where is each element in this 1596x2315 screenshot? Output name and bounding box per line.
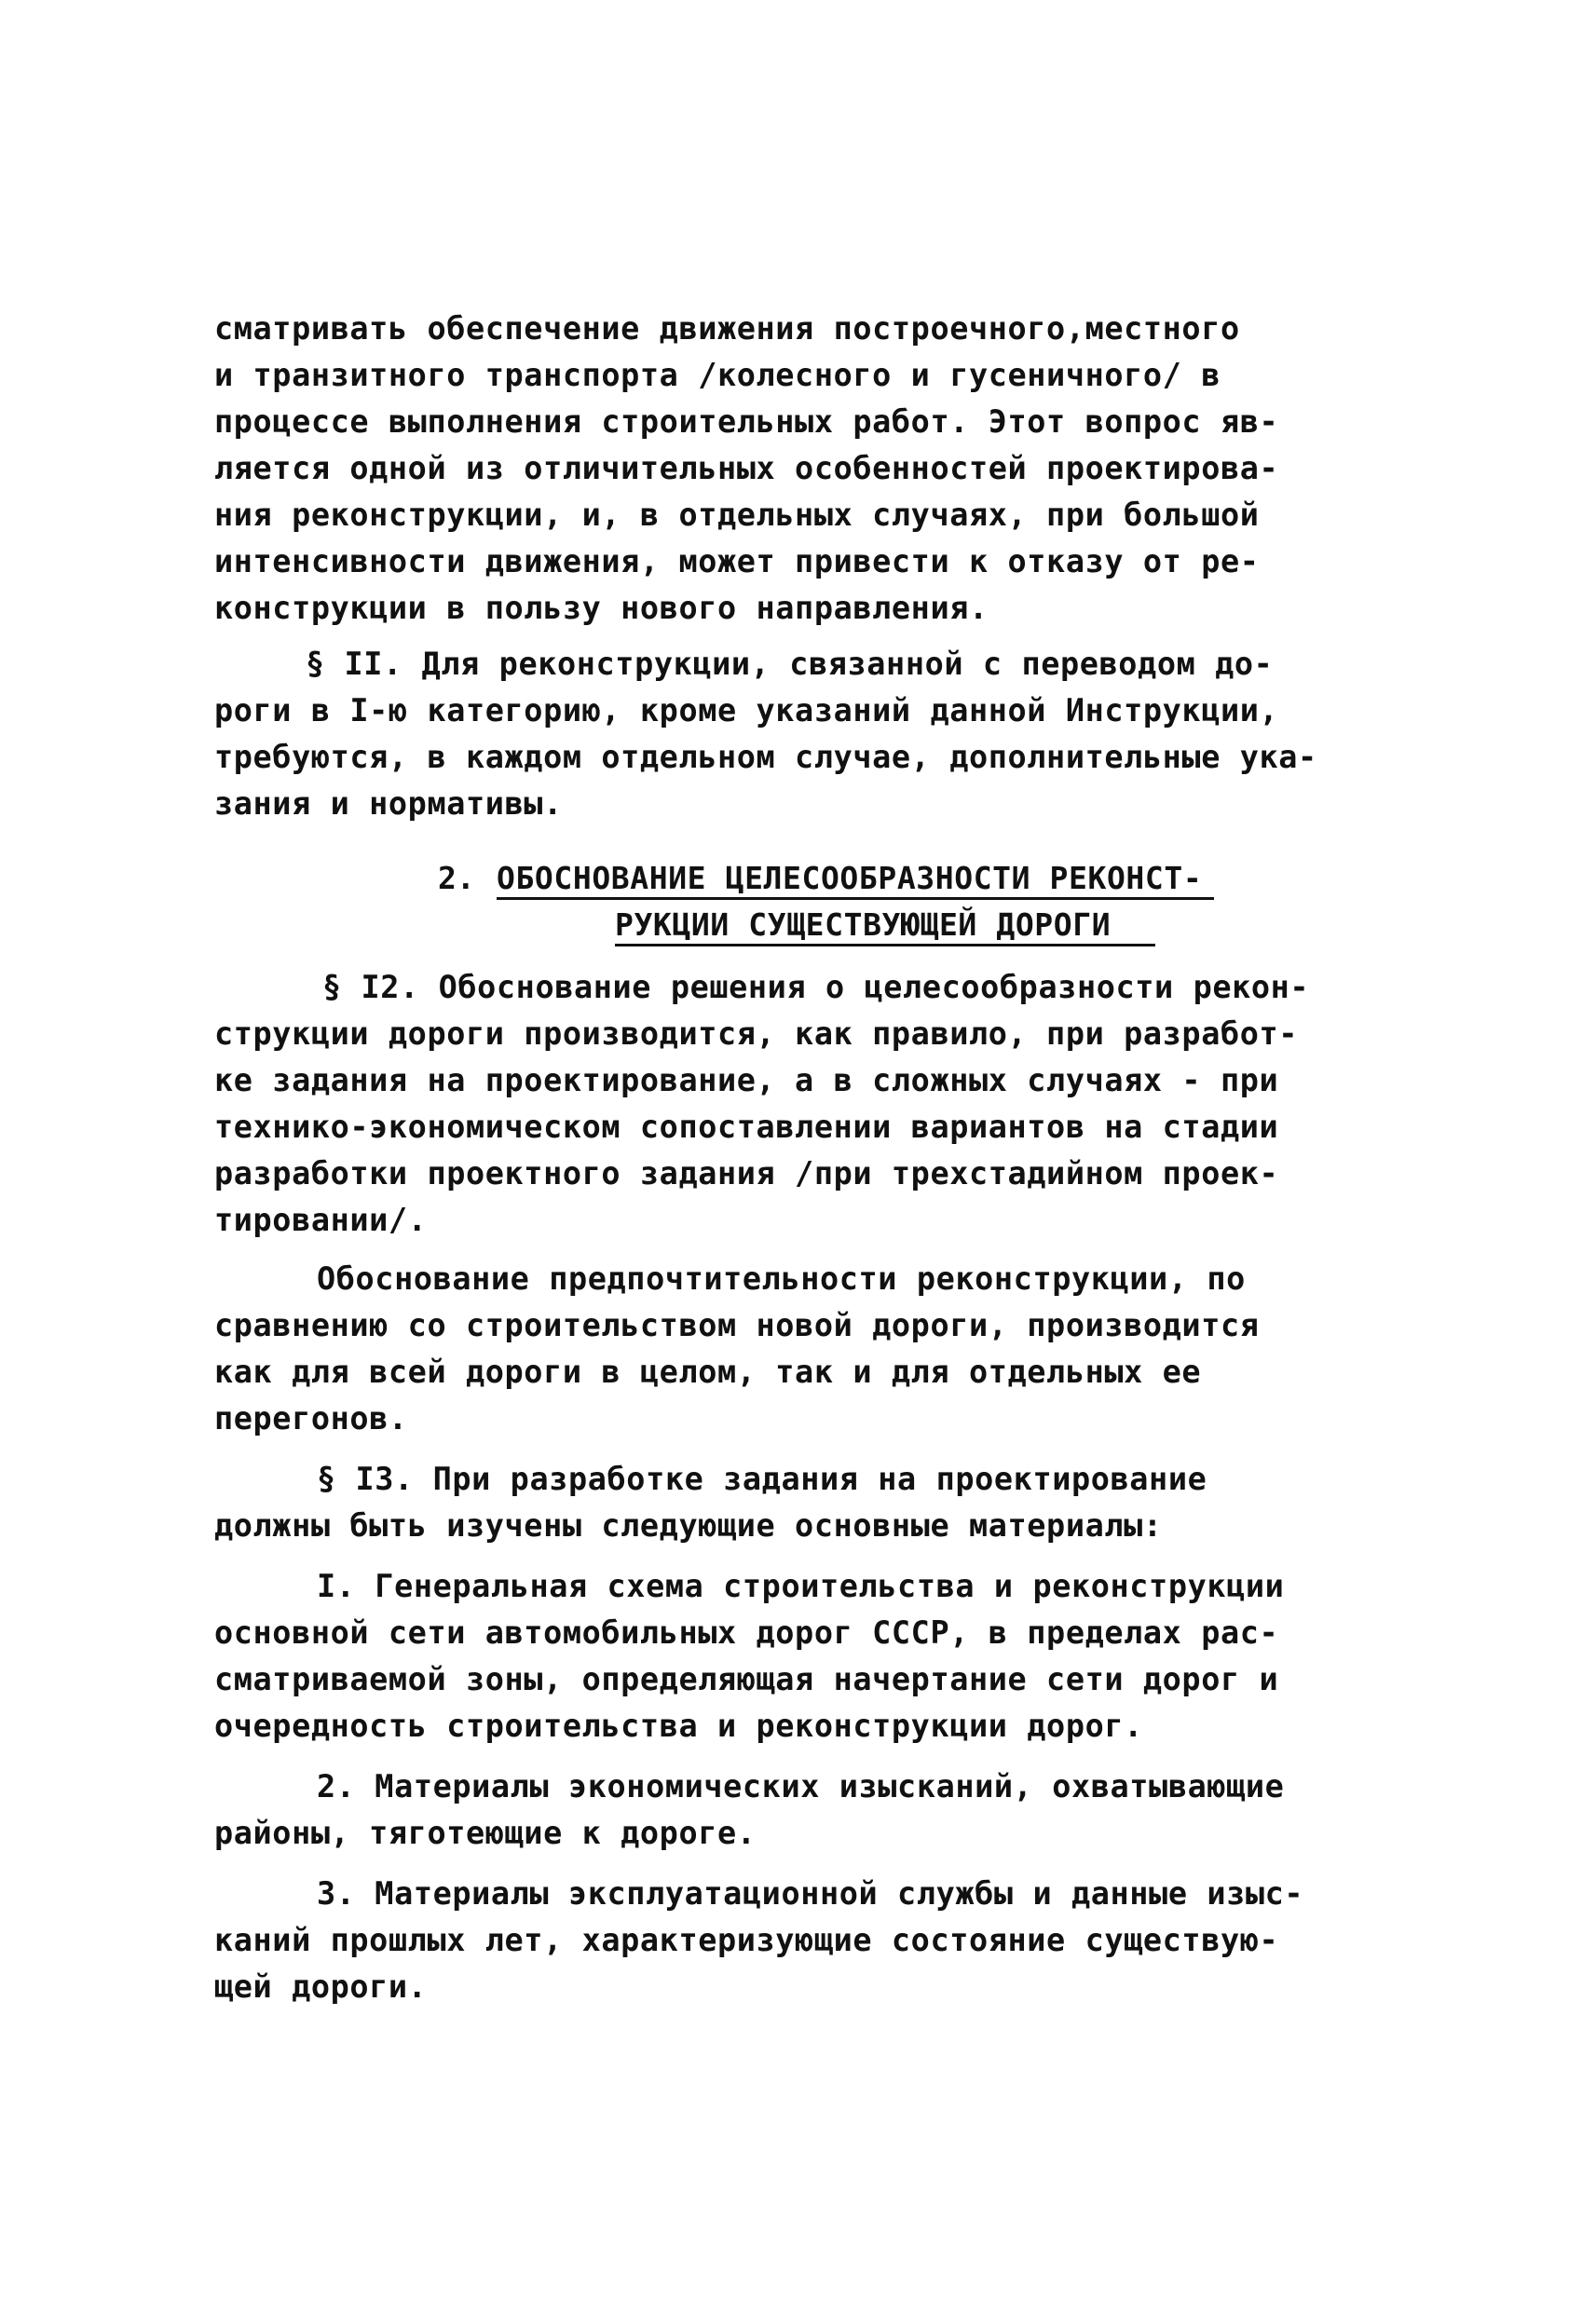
- text-line: § I2. Обоснование решения о целесообразности рекон-: [322, 969, 1310, 1005]
- text-line: разработки проектного задания /при трехстадийном проек-: [214, 1155, 1279, 1192]
- text-line: перегонов.: [214, 1400, 408, 1437]
- text-line: § II. Для реконструкции, связанной с переводом до-: [306, 646, 1274, 682]
- text-line: очередность строительства и реконструкции дорог.: [214, 1708, 1143, 1744]
- text-line: § I3. При разработке задания на проектирование: [317, 1461, 1207, 1497]
- text-line: щей дороги.: [214, 1968, 428, 2005]
- text-line: интенсивности движения, может привести к отказу от ре-: [214, 543, 1260, 579]
- text-line: процессе выполнения строительных работ. Этот вопрос яв-: [214, 403, 1279, 440]
- section-number: 2.: [438, 860, 475, 896]
- text-line: 3. Материалы эксплуатационной службы и данные изыс-: [317, 1875, 1304, 1912]
- heading-underline: [497, 897, 1214, 900]
- text-line: I. Генеральная схема строительства и реконструкции: [317, 1568, 1285, 1604]
- text-line: районы, тяготеющие к дороге.: [214, 1815, 757, 1851]
- section-title-line-2: РУКЦИИ СУЩЕСТВУЮЩЕЙ ДОРОГИ: [615, 906, 1112, 943]
- text-line: сматриваемой зоны, определяющая начертание сети дорог и: [214, 1661, 1279, 1697]
- section-title-line-1: ОБОСНОВАНИЕ ЦЕЛЕСООБРАЗНОСТИ РЕКОНСТ-: [497, 860, 1203, 896]
- text-line: как для всей дороги в целом, так и для отдельных ее: [214, 1354, 1202, 1390]
- text-line: струкции дороги производится, как правило, при разработ-: [214, 1015, 1299, 1052]
- text-line: ляется одной из отличительных особенностей проектирова-: [214, 450, 1279, 486]
- text-line: конструкции в пользу нового направления.: [214, 590, 989, 626]
- text-line: должны быть изучены следующие основные материалы:: [214, 1507, 1163, 1544]
- text-line: сматривать обеспечение движения построечного,местного: [214, 310, 1240, 347]
- text-line: сравнению со строительством новой дороги, производится: [214, 1307, 1260, 1343]
- text-line: и транзитного транспорта /колесного и гусеничного/ в: [214, 357, 1221, 393]
- text-line: каний прошлых лет, характеризующие состояние существую-: [214, 1922, 1279, 1958]
- text-line: роги в I-ю категорию, кроме указаний данной Инструкции,: [214, 692, 1279, 729]
- text-line: тировании/.: [214, 1202, 428, 1238]
- text-line: основной сети автомобильных дорог СССР, в пределах рас-: [214, 1614, 1279, 1651]
- text-line: 2. Материалы экономических изысканий, охватывающие: [317, 1768, 1285, 1804]
- heading-underline: [615, 944, 1155, 946]
- text-line: зания и нормативы.: [214, 785, 563, 822]
- text-line: требуются, в каждом отдельном случае, дополнительные ука-: [214, 739, 1317, 775]
- text-line: ке задания на проектирование, а в сложных случаях - при: [214, 1062, 1279, 1098]
- text-line: Обоснование предпочтительности реконструкции, по: [317, 1260, 1246, 1297]
- text-line: технико-экономическом сопоставлении вариантов на стадии: [214, 1109, 1279, 1145]
- text-line: ния реконструкции, и, в отдельных случаях, при большой: [214, 497, 1260, 533]
